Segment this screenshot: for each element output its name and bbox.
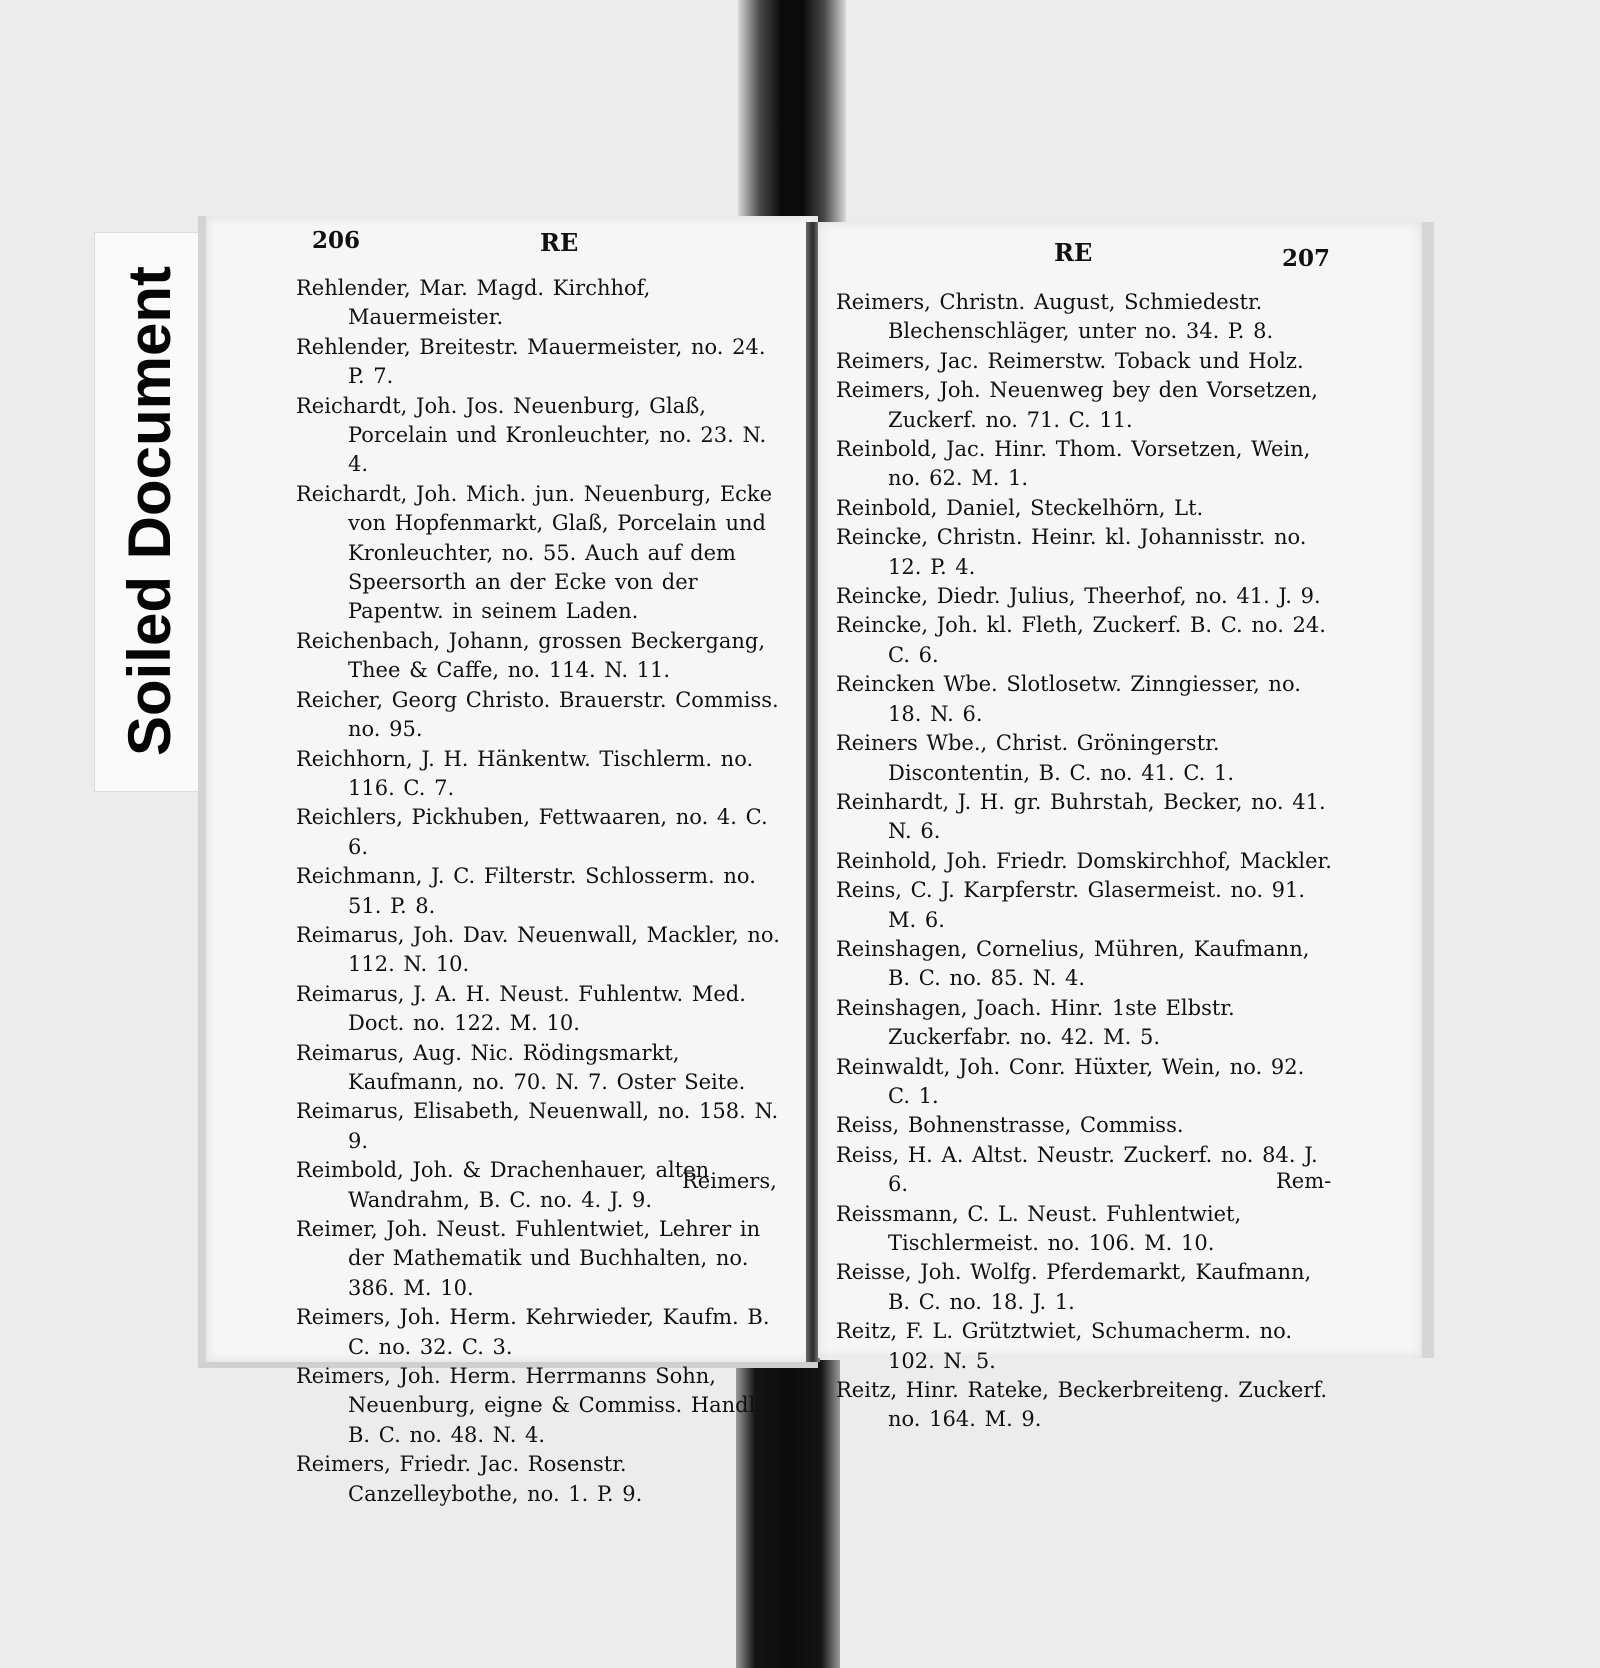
directory-entry: Rehlender, Breitestr. Mauermeister, no. 24. P. 7. (296, 334, 766, 389)
directory-entry: Reimers, Joh. Herm. Kehrwieder, Kaufm. B. C. no. 32. C. 3. (296, 1305, 770, 1359)
directory-entry: Reitz, Hinr. Rateke, Beckerbreiteng. Zuckerf. no. 164. M. 9. (836, 1378, 1328, 1432)
directory-entry: Reichhorn, J. H. Hänkentw. Tischlerm. no. 116. C. 7. (296, 746, 754, 800)
directory-entry: Reincke, Diedr. Julius, Theerhof, no. 41. J. 9. (836, 584, 1321, 609)
right-entries (836, 288, 1334, 1435)
directory-entry: Reichardt, Joh. Mich. jun. Neuenburg, Ecke von Hopfenmarkt, Glaß, Porcelain und Kronleuchter, no. 55. Auch auf dem Speersorth an der Ecke von der Papentw. in seinem Laden. (296, 481, 773, 624)
directory-entry: Reimarus, J. A. H. Neust. Fuhlentw. Med. Doct. no. 122. M. 10. (296, 981, 746, 1036)
directory-entry: Reichlers, Pickhuben, Fettwaaren, no. 4. C. 6. (296, 805, 768, 859)
directory-entry: Reimbold, Joh. & Drachenhauer, alten Wandrahm, B. C. no. 4. J. 9. (296, 1158, 710, 1212)
directory-entry: Reimers, Jac. Reimerstw. Toback und Holz. (836, 348, 1304, 373)
left-entries (296, 274, 786, 1509)
directory-entry: Reichardt, Joh. Jos. Neuenburg, Glaß, Porcelain und Kronleuchter, no. 23. N. 4. (296, 393, 767, 477)
directory-entry: Reimers, Friedr. Jac. Rosenstr. Canzelleybothe, no. 1. P. 9. (296, 1452, 643, 1506)
directory-entry: Reichenbach, Johann, grossen Beckergang, Thee & Caffe, no. 114. N. 11. (296, 628, 766, 683)
directory-entry: Reinshagen, Cornelius, Mühren, Kaufmann, B. C. no. 85. N. 4. (836, 936, 1310, 991)
directory-entry: Reinbold, Jac. Hinr. Thom. Vorsetzen, Wein, no. 62. M. 1. (836, 437, 1311, 491)
directory-entry: Reincke, Joh. kl. Fleth, Zuckerf. B. C. no. 24. C. 6. (836, 613, 1326, 667)
right-running-header: RE (1054, 238, 1093, 267)
directory-entry: Reins, C. J. Karpferstr. Glasermeist. no. 91. M. 6. (836, 878, 1306, 932)
directory-entry: Reincke, Christn. Heinr. kl. Johannisstr. no. 12. P. 4. (836, 525, 1307, 579)
directory-entry: Reitz, F. L. Grütztwiet, Schumacherm. no. 102. N. 5. (836, 1319, 1293, 1373)
directory-entry: Reimers, Joh. Herm. Herrmanns Sohn, Neuenburg, eigne & Commiss. Handl. B. C. no. 48. N. 4. (296, 1364, 763, 1447)
left-catchword: Reimers, (682, 1169, 777, 1193)
directory-entry: Reincken Wbe. Slotlosetw. Zinngiesser, no. 18. N. 6. (836, 672, 1301, 726)
left-page-number: 206 (312, 227, 361, 254)
right-catchword: Rem- (1276, 1169, 1332, 1193)
book-spine-top (738, 0, 846, 240)
directory-entry: Reinbold, Daniel, Steckelhörn, Lt. (836, 495, 1204, 520)
directory-entry: Reichmann, J. C. Filterstr. Schlosserm. no. 51. P. 8. (296, 864, 756, 918)
left-running-header: RE (540, 228, 579, 257)
directory-entry: Reisse, Joh. Wolfg. Pferdemarkt, Kaufmann, B. C. no. 18. J. 1. (836, 1260, 1312, 1314)
directory-entry: Reinhold, Joh. Friedr. Domskirchhof, Mackler. (836, 848, 1332, 873)
directory-entry: Reimarus, Aug. Nic. Rödingsmarkt, Kaufmann, no. 70. N. 7. Oster Seite. (296, 1040, 746, 1094)
directory-entry: Reissmann, C. L. Neust. Fuhlentwiet, Tischlermeist. no. 106. M. 10. (836, 1201, 1242, 1255)
directory-entry: Reimers, Christn. August, Schmiedestr. Blechenschläger, unter no. 34. P. 8. (836, 290, 1274, 344)
directory-entry: Rehlender, Mar. Magd. Kirchhof, Mauermeister. (296, 276, 651, 330)
directory-entry: Reimer, Joh. Neust. Fuhlentwiet, Lehrer in der Mathematik und Buchhalten, no. 386. M. 10. (296, 1217, 761, 1300)
directory-entry: Reimarus, Elisabeth, Neuenwall, no. 158. N. 9. (296, 1099, 779, 1153)
directory-entry: Reinshagen, Joach. Hinr. 1ste Elbstr. Zuckerfabr. no. 42. M. 5. (836, 995, 1235, 1050)
directory-entry: Reiners Wbe., Christ. Gröningerstr. Discontentin, B. C. no. 41. C. 1. (836, 731, 1235, 785)
directory-entry: Reicher, Georg Christo. Brauerstr. Commiss. no. 95. (296, 687, 779, 742)
directory-entry: Reiss, Bohnenstrasse, Commiss. (836, 1113, 1184, 1138)
directory-entry: Reimers, Joh. Neuenweg bey den Vorsetzen, Zuckerf. no. 71. C. 11. (836, 378, 1318, 432)
directory-entry: Reiss, H. A. Altst. Neustr. Zuckerf. no. 84. J. 6. (836, 1142, 1318, 1197)
directory-entry: Reimarus, Joh. Dav. Neuenwall, Mackler, no. 112. N. 10. (296, 922, 780, 977)
directory-entry: Reinhardt, J. H. gr. Buhrstah, Becker, no. 41. N. 6. (836, 789, 1326, 844)
directory-entry: Reinwaldt, Joh. Conr. Hüxter, Wein, no. 92. C. 1. (836, 1054, 1305, 1108)
soiled-document-label: Soiled Document (116, 265, 183, 757)
right-page-number: 207 (1282, 245, 1331, 272)
